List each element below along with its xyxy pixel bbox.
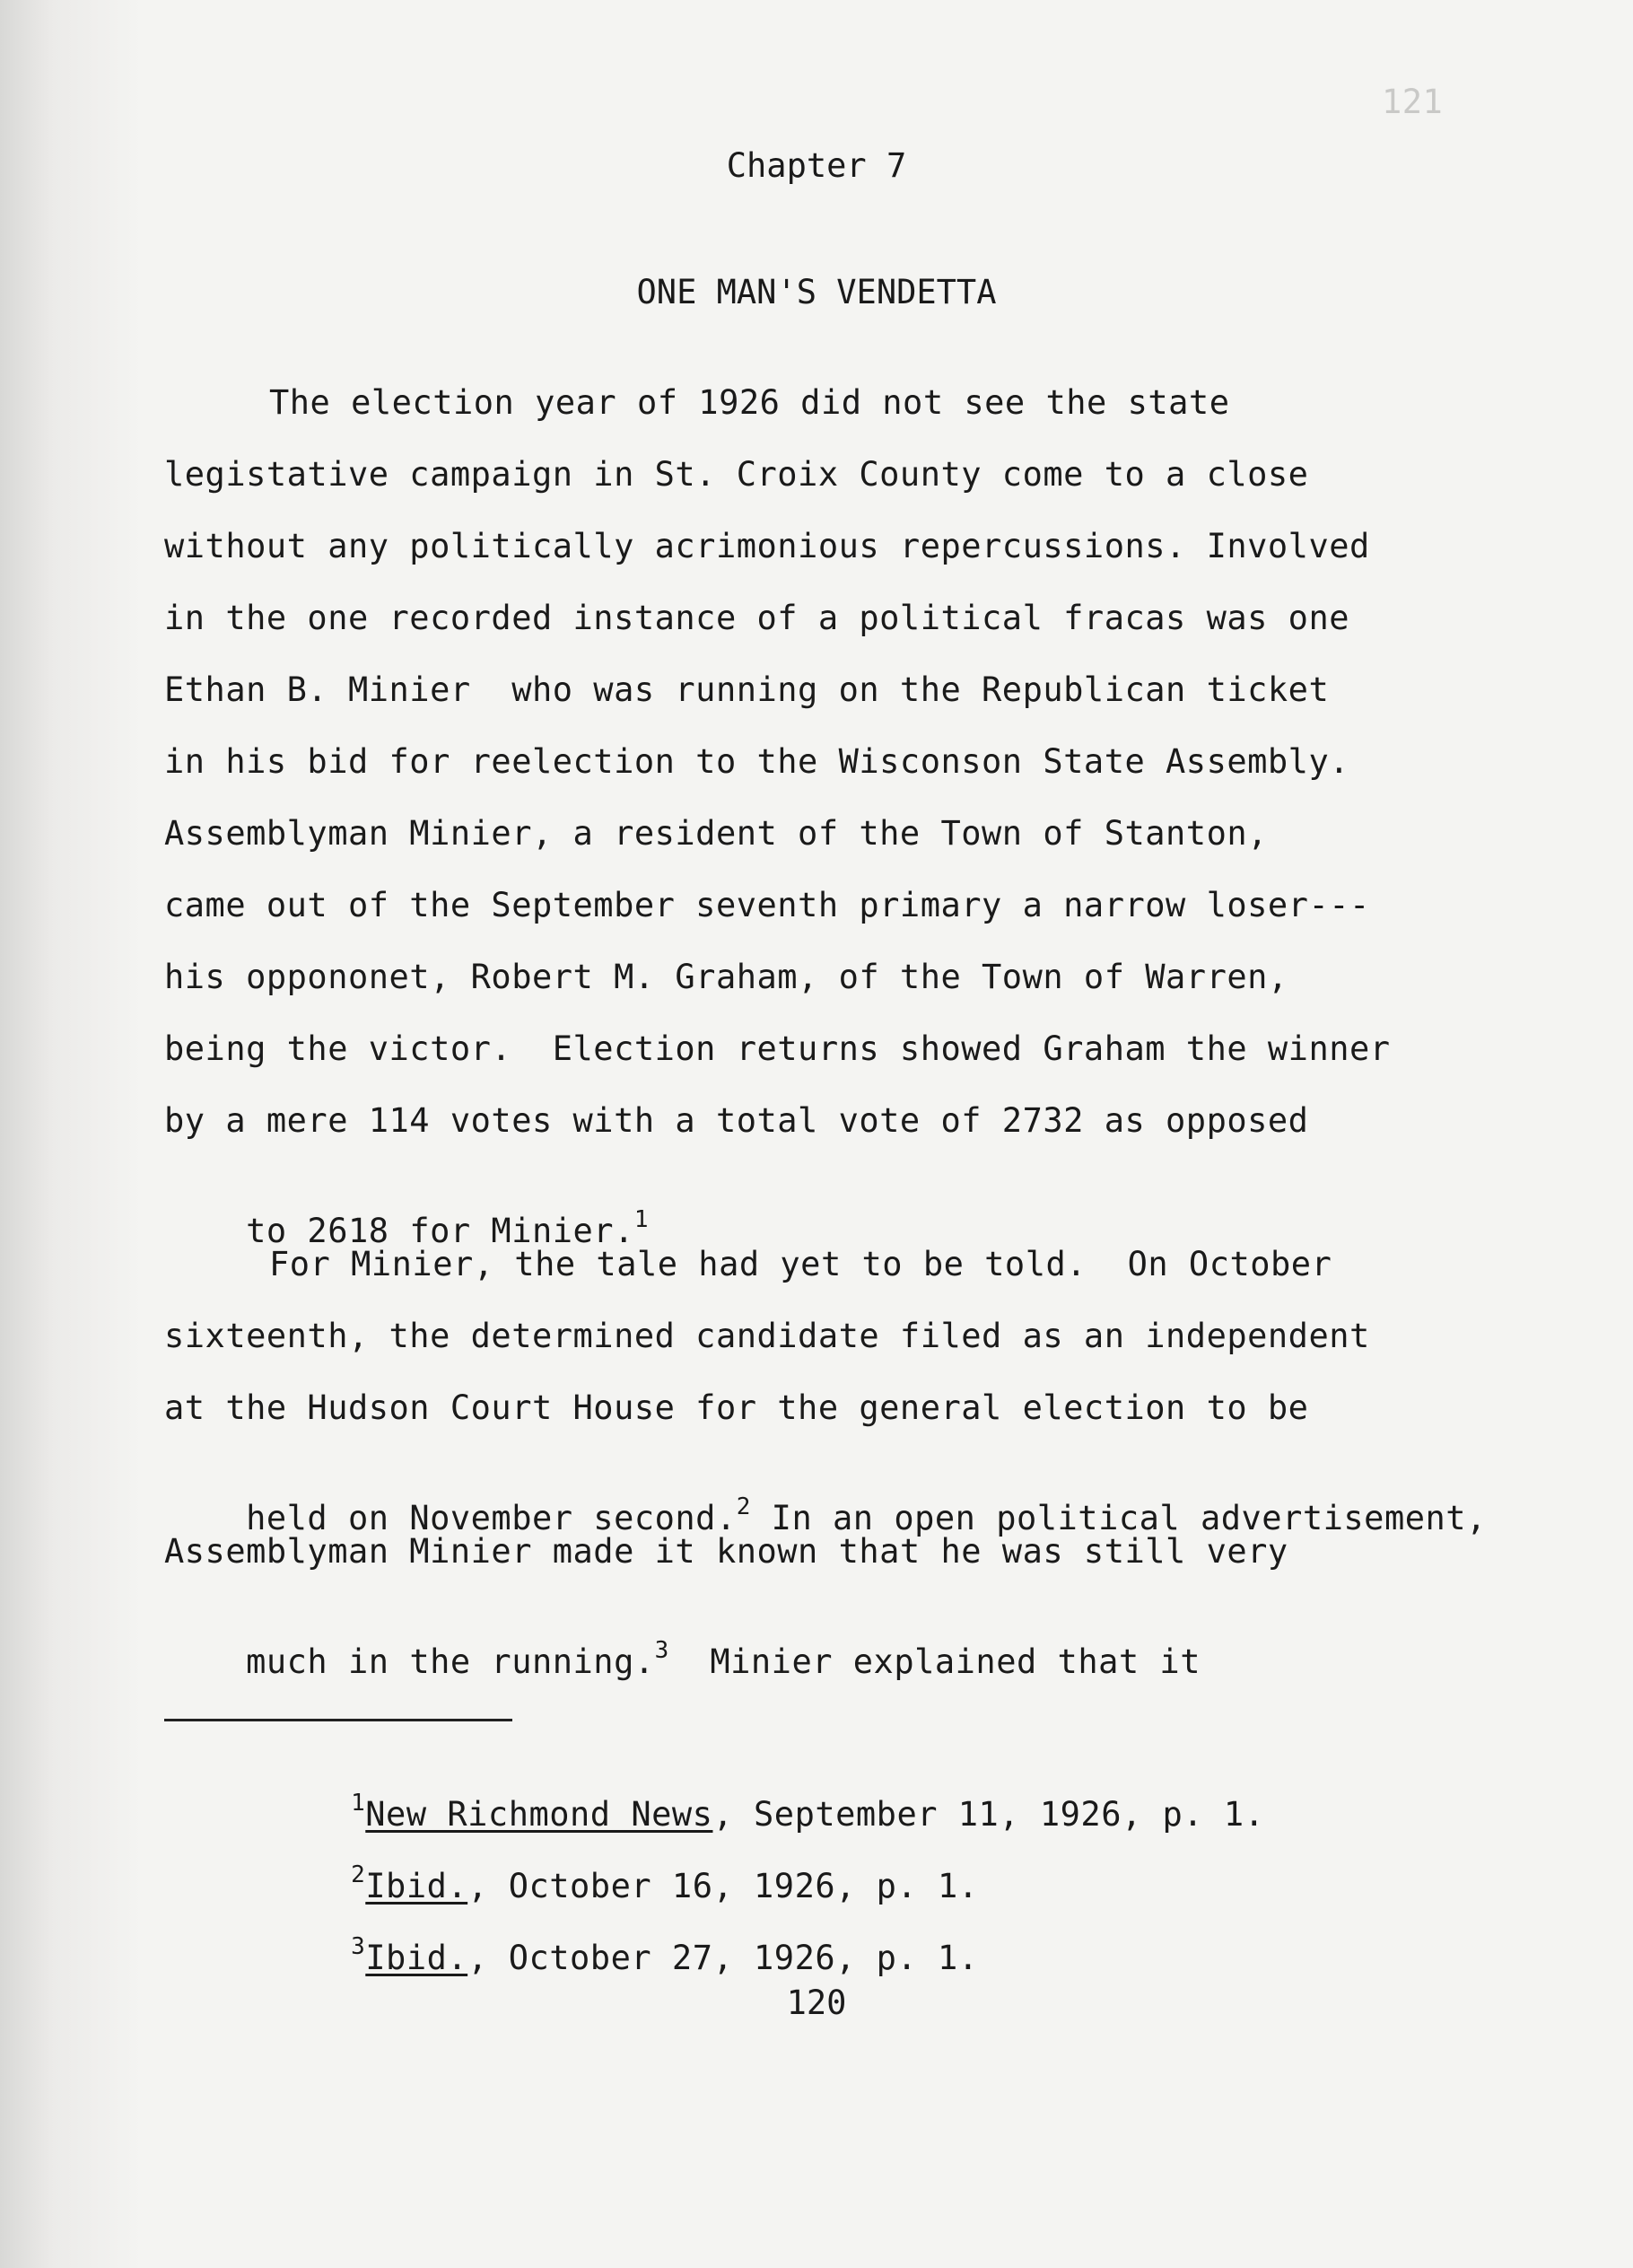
footnote-mark: 1 [351, 1790, 366, 1817]
chapter-heading: Chapter 7 [726, 146, 907, 185]
body-text: to 2618 for Minier. [246, 1212, 634, 1250]
footnote-mark: 3 [351, 1933, 366, 1960]
footnote-source: New Richmond News [365, 1795, 713, 1834]
body-line: For Minier, the tale had yet to be told. On October [269, 1245, 1332, 1283]
body-line: without any politically acrimonious repercussions. Involved [164, 527, 1370, 565]
body-line: came out of the September seventh primary a narrow loser--- [164, 886, 1370, 924]
footnote-text: , September 11, 1926, p. 1. [712, 1795, 1265, 1834]
footnote-ref: 1 [633, 1206, 650, 1233]
footnote-mark: 2 [351, 1861, 366, 1888]
body-line: Assemblyman Minier made it known that he was still very [164, 1532, 1288, 1571]
body-text: Minier explained that it [668, 1642, 1201, 1681]
body-line: being the victor. Election returns showed Graham the winner [164, 1029, 1391, 1068]
footnote-text: , October 27, 1926, p. 1. [467, 1939, 979, 1977]
chapter-title: ONE MAN'S VENDETTA [636, 273, 997, 311]
footnote-rule [164, 1719, 512, 1721]
body-text: In an open political advertisement, [750, 1499, 1487, 1537]
body-line: The election year of 1926 did not see the state [269, 383, 1230, 422]
footnote-text: , October 16, 1926, p. 1. [467, 1867, 979, 1905]
body-line: in his bid for reelection to the Wisconson State Assembly. [164, 742, 1350, 781]
body-line: in the one recorded instance of a political fracas was one [164, 599, 1350, 637]
footnote-ref: 2 [736, 1493, 751, 1520]
footnote-source: Ibid. [365, 1867, 468, 1905]
body-line: Assemblyman Minier, a resident of the Town of Stanton, [164, 814, 1268, 853]
body-text: held on November second. [246, 1499, 737, 1537]
body-line: by a mere 114 votes with a total vote of 2732 as opposed [164, 1101, 1309, 1140]
body-line: at the Hudson Court House for the general election to be [164, 1388, 1309, 1427]
footnote-source: Ibid. [365, 1939, 468, 1977]
ghost-page-number: 121 [1382, 83, 1444, 121]
body-line: sixteenth, the determined candidate filed as an independent [164, 1317, 1370, 1355]
body-line: his oppononet, Robert M. Graham, of the Town of Warren, [164, 958, 1288, 996]
body-line [164, 1604, 1201, 1720]
body-line: legistative campaign in St. Croix County come to a close [164, 455, 1309, 494]
page-number: 120 [786, 1983, 847, 2022]
body-line: Ethan B. Minier who was running on the Republican ticket [164, 670, 1330, 709]
body-text: much in the running. [246, 1642, 655, 1681]
footnote-ref: 3 [654, 1637, 669, 1664]
